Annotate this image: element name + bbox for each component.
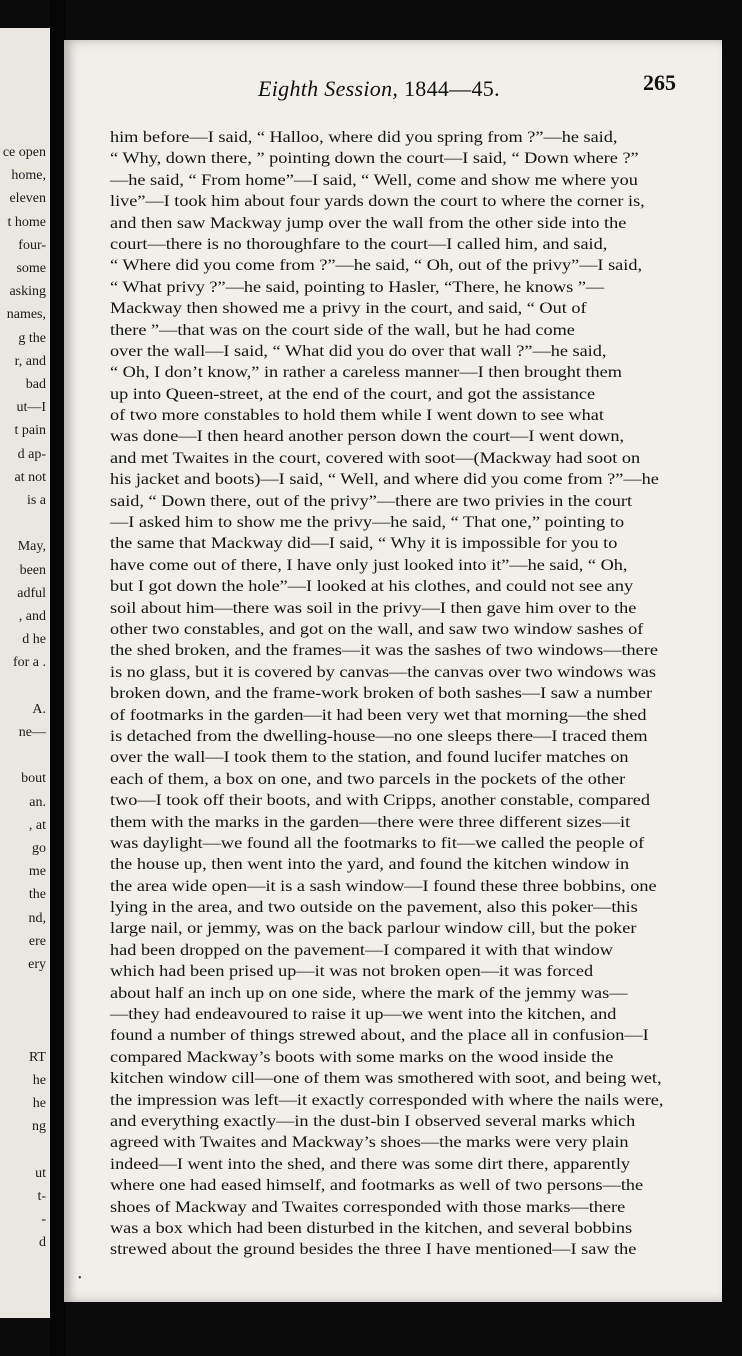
text-line: there ”—that was on the court side of the wall, but he had come: [110, 319, 575, 339]
facing-page-line: g the: [18, 330, 46, 346]
text-line: other two constables, and got on the wall, and saw two window sashes of: [110, 618, 644, 638]
page-number: 265: [643, 70, 676, 95]
facing-page-line: ut: [35, 1165, 46, 1181]
facing-page-line: is a: [26, 493, 46, 508]
facing-page-line: he: [32, 1073, 46, 1088]
facing-page-line: r, and: [14, 353, 46, 369]
facing-page-line: ne—: [18, 725, 46, 740]
facing-page-line: at not: [14, 469, 46, 485]
text-line: strewed about the ground besides the three I have mentioned—I saw the: [110, 1239, 637, 1259]
text-line: “ Where did you come from ?”—he said, “ Oh, out of the privy”—I said,: [110, 255, 642, 275]
text-line: the shed broken, and the frames—it was the sashes of two windows—there: [110, 640, 658, 660]
text-line: agreed with Twaites and Mackway’s shoes—the marks were very plain: [110, 1132, 629, 1152]
text-line: “ Oh, I don’t know,” in rather a careless manner—I then brought them: [110, 362, 622, 382]
text-line: the house up, then went into the yard, and found the kitchen window in: [110, 854, 630, 874]
text-line: of two more constables to hold them while I went down to see what: [110, 405, 604, 425]
text-line: “ Why, down there, ” pointing down the court—I said, “ Down where ?”: [110, 148, 639, 168]
text-line: large nail, or jemmy, was on the back parlour window cill, but the poker: [110, 918, 637, 938]
text-line: up into Queen-street, at the end of the court, and got the assistance: [110, 383, 596, 403]
facing-page-line: four-: [18, 237, 46, 253]
text-line: each of them, a box on one, and two parcels in the pockets of the other: [110, 768, 626, 788]
facing-page-line: adful: [17, 585, 46, 601]
text-line: and then saw Mackway jump over the wall from the other side into the: [110, 212, 627, 232]
text-line: soil about him—there was soil in the privy—I then gave him over to the: [110, 597, 637, 617]
facing-page-line: eleven: [9, 191, 46, 207]
text-line: said, “ Down there, out of the privy”—there are two privies in the court: [110, 490, 633, 510]
text-line: compared Mackway’s boots with some marks on the wood inside the: [110, 1046, 614, 1066]
facing-page-line: t home: [7, 214, 46, 230]
facing-page-line: RT: [28, 1049, 46, 1065]
testimony-text: [110, 126, 670, 1260]
text-line: have come out of there, I have only just looked into it”—he said, “ Oh,: [110, 554, 628, 574]
page-mark: •: [78, 1273, 82, 1284]
text-line: Mackway then showed me a privy in the court, and said, “ Out of: [110, 298, 587, 318]
facing-page-line: d: [39, 1235, 46, 1251]
facing-page-line: nd,: [28, 910, 46, 926]
facing-page-line: , and: [18, 609, 46, 624]
text-line: was daylight—we found all the footmarks to fit—we called the people of: [110, 832, 645, 852]
text-line: broken down, and the frame-work broken of both sashes—I saw a number: [110, 683, 653, 703]
text-line: them with the marks in the garden—there were three different sizes—it: [110, 811, 631, 831]
facing-page-line: d he: [22, 632, 46, 648]
text-line: him before—I said, “ Halloo, where did you spring from ?”—he said,: [110, 127, 618, 146]
text-line: but I got down the hole”—I looked at his clothes, and could not see any: [110, 576, 634, 596]
text-line: where one had eased himself, and footmarks as well of two persons—the: [110, 1175, 644, 1195]
text-line: found a number of things strewed about, and the place all in confusion—I: [110, 1025, 649, 1045]
text-line: and met Twaites in the court, covered with soot—(Mackway had soot on: [110, 447, 641, 467]
text-line: two—I took off their boots, and with Cripps, another constable, compared: [110, 790, 651, 810]
facing-page-line: home,: [11, 168, 46, 184]
facing-page-line: d ap-: [17, 446, 46, 462]
text-line: the same that Mackway did—I said, “ Why it is impossible for you to: [110, 533, 618, 553]
text-line: over the wall—I took them to the station, and found lucifer matches on: [110, 747, 629, 767]
facing-page-line: -: [41, 1212, 46, 1228]
facing-page-line: t-: [37, 1189, 46, 1204]
page-header: [64, 70, 722, 106]
book-page: [64, 40, 722, 1302]
facing-page-line: t pain: [14, 423, 46, 439]
text-line: was a box which had been disturbed in the kitchen, and several bobbins: [110, 1217, 633, 1237]
text-line: which had been prised up—it was not broken open—it was forced: [110, 961, 594, 981]
facing-page-line: ng: [32, 1119, 46, 1135]
text-line: —he said, “ From home”—I said, “ Well, come and show me where you: [110, 169, 638, 189]
text-line: is no glass, but it is covered by canvas—the canvas over two windows was: [110, 661, 656, 681]
text-line: had been dropped on the pavement—I compared it with that window: [110, 939, 613, 959]
text-line: was done—I then heard another person down the court—I went down,: [110, 426, 625, 446]
running-head-session: Eighth Session,: [258, 76, 399, 101]
text-line: the impression was left—it exactly corresponded with where the nails were,: [110, 1089, 664, 1109]
facing-page-line: some: [16, 261, 46, 276]
text-line: “ What privy ?”—he said, pointing to Hasler, “There, he knows ”—: [110, 276, 605, 296]
text-line: his jacket and boots)—I said, “ Well, and where did you come from ?”—he: [110, 469, 659, 489]
facing-page-line: for a .: [12, 655, 46, 671]
running-head: [258, 76, 500, 102]
facing-page-line: ut—I: [16, 400, 46, 416]
text-line: shoes of Mackway and Twaites corresponded with those marks—there: [110, 1196, 626, 1216]
text-line: —they had endeavoured to raise it up—we went into the kitchen, and: [110, 1004, 617, 1024]
facing-page-line: ce open: [2, 145, 46, 160]
facing-page-line: go: [32, 841, 46, 856]
facing-page-line: A.: [32, 701, 46, 717]
facing-page-line: bout: [21, 771, 46, 787]
text-line: court—there is no thoroughfare to the court—I called him, and said,: [110, 233, 608, 253]
facing-page-line: an.: [29, 794, 46, 810]
text-line: lying in the area, and two outside on the pavement, also this poker—this: [110, 897, 638, 917]
text-line: the area wide open—it is a sash window—I found these three bobbins, one: [110, 875, 657, 895]
text-line: indeed—I went into the shed, and there was some dirt there, apparently: [110, 1153, 631, 1173]
facing-page-line: bad: [25, 377, 46, 392]
facing-page-line: the: [28, 887, 46, 903]
text-line: kitchen window cill—one of them was smothered with soot, and being wet,: [110, 1068, 662, 1088]
text-line: of footmarks in the garden—it had been very wet that morning—the shed: [110, 704, 647, 724]
text-line: live”—I took him about four yards down the court to where the corner is,: [110, 191, 645, 211]
text-line: about half an inch up on one side, where the mark of the jemmy was—: [110, 982, 628, 1002]
text-line: is detached from the dwelling-house—no one sleeps there—I traced them: [110, 725, 648, 745]
running-head-years: 1844—45.: [398, 76, 500, 101]
facing-page-line: ery: [28, 957, 46, 972]
text-line: and everything exactly—in the dust-bin I observed several marks which: [110, 1110, 636, 1130]
facing-page-line: been: [19, 562, 46, 578]
text-line: over the wall—I said, “ What did you do over that wall ?”—he said,: [110, 340, 607, 360]
facing-page-line: asking: [9, 284, 46, 300]
text-line: —I asked him to show me the privy—he said, “ That one,” pointing to: [110, 512, 625, 532]
facing-page-line: me: [28, 864, 46, 880]
facing-page-fragment: [0, 28, 50, 1318]
facing-page-line: May,: [17, 539, 46, 555]
facing-page-line: , at: [28, 817, 46, 833]
facing-page-line: he: [32, 1096, 46, 1112]
facing-page-line: ere: [28, 933, 46, 949]
facing-page-line: names,: [6, 307, 46, 323]
